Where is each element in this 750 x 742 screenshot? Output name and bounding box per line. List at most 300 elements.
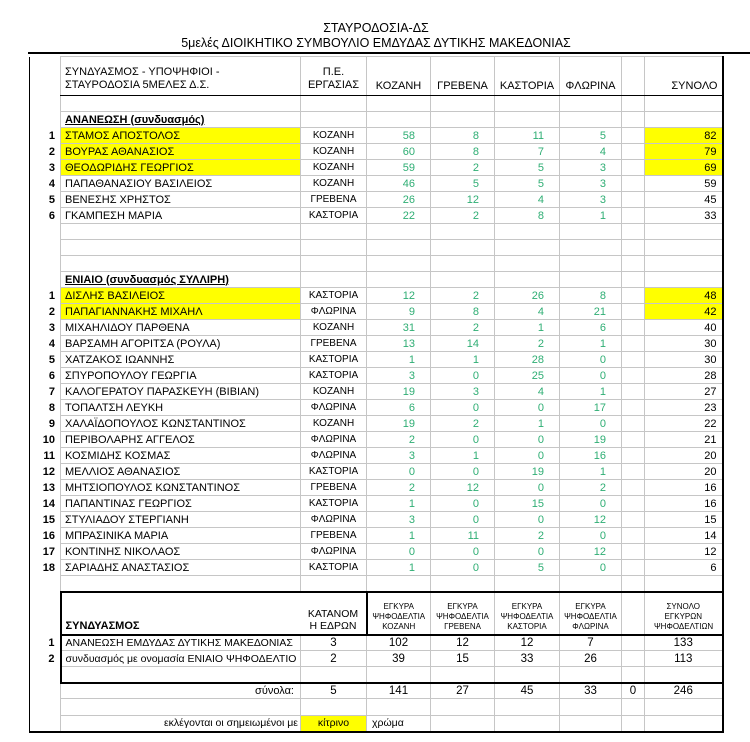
valid-florina-value: 26 — [560, 651, 622, 667]
summary-row — [30, 651, 723, 667]
vote-cell: 1 — [495, 320, 560, 336]
vote-cell: 0 — [560, 496, 622, 512]
vote-cell: 0 — [495, 400, 560, 416]
empty-cell — [495, 96, 560, 112]
empty-cell — [622, 144, 645, 160]
candidate-name: ΓΚΑΜΠΕΣΗ ΜΑΡΙΑ — [61, 208, 301, 224]
candidate-region: ΓΡΕΒΕΝΑ — [301, 528, 367, 544]
candidate-name: ΚΟΝΤΙΝΗΣ ΝΙΚΟΛΑΟΣ — [61, 544, 301, 560]
candidate-name: ΒΟΥΡΑΣ ΑΘΑΝΑΣΙΟΣ — [61, 144, 301, 160]
empty-cell — [61, 699, 301, 716]
summary-row-number: 2 — [30, 651, 61, 667]
empty-cell — [367, 96, 431, 112]
vote-cell: 17 — [560, 400, 622, 416]
vote-cell: 7 — [495, 144, 560, 160]
empty-cell — [622, 160, 645, 176]
empty-cell — [622, 699, 645, 716]
totals-label: σύνολα: — [61, 683, 301, 699]
row-number-cell — [30, 112, 61, 128]
candidate-row — [30, 496, 723, 512]
candidate-name: ΠΑΠΑΝΤΙΝΑΣ ΓΕΩΡΓΙΟΣ — [61, 496, 301, 512]
vote-cell: 2 — [560, 480, 622, 496]
vote-cell: 11 — [495, 128, 560, 144]
candidate-name: ΠΑΠΑΘΑΝΑΣΙΟΥ ΒΑΣΙΛΕΙΟΣ — [61, 176, 301, 192]
total-seats-value: 5 — [301, 683, 367, 699]
row-number-cell — [30, 240, 61, 256]
vote-cell: 19 — [367, 416, 431, 432]
empty-cell — [367, 272, 431, 288]
candidate-number: 6 — [30, 368, 61, 384]
vote-cell: 0 — [431, 496, 495, 512]
vote-cell: 2 — [495, 336, 560, 352]
candidate-name: ΣΤΑΜΟΣ ΑΠΟΣΤΟΛΟΣ — [61, 128, 301, 144]
valid-kastoria-header: ΕΓΚΥΡΑ ΨΗΦΟΔΕΛΤΙΑ ΚΑΣΤΟΡΙΑ — [495, 592, 560, 635]
section-title: ΑΝΑΝΕΩΣΗ (συνδυασμός) — [61, 112, 301, 128]
total-cell: 82 — [645, 128, 723, 144]
empty-cell — [645, 272, 723, 288]
candidate-row — [30, 336, 723, 352]
vote-cell: 0 — [367, 464, 431, 480]
vote-cell: 19 — [560, 432, 622, 448]
results-table — [29, 56, 724, 733]
summary-seats-header: ΚΑΤΑΝΟΜΗ ΕΔΡΩΝ — [301, 592, 367, 635]
empty-cell — [61, 667, 301, 683]
total-cell: 30 — [645, 336, 723, 352]
candidate-number: 7 — [30, 384, 61, 400]
candidates-column-header: ΣΥΝΔΥΑΣΜΟΣ - ΥΠΟΨΗΦΙΟΙ - ΣΤΑΥΡΟΔΟΣΙΑ 5ΜΕΛΕΣ Δ.Σ. — [61, 57, 301, 96]
row-number-cell — [30, 683, 61, 699]
row-number-cell — [30, 576, 61, 592]
legend-row — [30, 716, 723, 732]
legend-text: εκλέγονται οι σημειωμένοι με — [61, 716, 301, 732]
candidate-row — [30, 560, 723, 576]
total-cell: 42 — [645, 304, 723, 320]
empty-cell — [301, 272, 367, 288]
row-number-cell — [30, 96, 61, 112]
vote-cell: 0 — [495, 448, 560, 464]
candidate-number: 10 — [30, 432, 61, 448]
vote-cell: 3 — [367, 368, 431, 384]
candidate-number: 1 — [30, 288, 61, 304]
empty-cell — [560, 224, 622, 240]
candidate-row — [30, 304, 723, 320]
vote-cell: 6 — [560, 320, 622, 336]
valid-kastoria-value: 33 — [495, 651, 560, 667]
vote-cell: 60 — [367, 144, 431, 160]
empty-cell — [622, 57, 645, 96]
vote-cell: 22 — [367, 208, 431, 224]
candidate-region: ΦΛΩΡΙΝΑ — [301, 448, 367, 464]
summary-list-label: ΑΝΑΝΕΩΣΗ ΕΜΔΥΔΑΣ ΔΥΤΙΚΗΣ ΜΑΚΕΔΟΝΙΑΣ — [61, 635, 301, 651]
empty-cell — [495, 112, 560, 128]
vote-cell: 3 — [431, 384, 495, 400]
vote-cell: 2 — [495, 528, 560, 544]
candidate-number: 8 — [30, 400, 61, 416]
valid-total-value: 113 — [645, 651, 723, 667]
vote-cell: 3 — [560, 160, 622, 176]
empty-cell — [622, 716, 645, 732]
empty-cell — [495, 224, 560, 240]
empty-cell — [431, 716, 495, 732]
candidate-name: ΔΙΣΛΗΣ ΒΑΣΙΛΕΙΟΣ — [61, 288, 301, 304]
page-title: ΣΤΑΥΡΟΔΟΣΙΑ-ΔΣ — [323, 21, 429, 35]
candidate-row — [30, 368, 723, 384]
vote-cell: 5 — [495, 560, 560, 576]
vote-cell: 12 — [560, 544, 622, 560]
total-grevena-value: 27 — [431, 683, 495, 699]
empty-cell — [645, 112, 723, 128]
total-cell: 30 — [645, 352, 723, 368]
row-number-cell — [30, 592, 61, 635]
vote-cell: 0 — [560, 352, 622, 368]
candidate-region: ΓΡΕΒΕΝΑ — [301, 480, 367, 496]
empty-cell — [367, 112, 431, 128]
vote-cell: 0 — [431, 400, 495, 416]
candidate-region: ΚΑΣΤΟΡΙΑ — [301, 560, 367, 576]
vote-cell: 31 — [367, 320, 431, 336]
section-header-row — [30, 112, 723, 128]
candidate-number: 5 — [30, 192, 61, 208]
page-subtitle: 5μελές ΔΙΟΙΚΗΤΙΚΟ ΣΥΜΒΟΥΛΙΟ ΕΜΔΥΔΑΣ ΔΥΤΙΚΗΣ ΜΑΚΕΔΟΝΙΑΣ — [181, 36, 571, 50]
empty-cell — [431, 224, 495, 240]
legend-yellow-swatch: κίτρινο — [301, 716, 367, 732]
total-cell: 40 — [645, 320, 723, 336]
empty-cell — [301, 240, 367, 256]
empty-cell — [431, 667, 495, 683]
vote-cell: 2 — [431, 288, 495, 304]
row-number-cell — [30, 699, 61, 716]
vote-cell: 2 — [431, 416, 495, 432]
florina-column-header: ΦΛΩΡΙΝΑ — [560, 57, 622, 96]
empty-cell — [431, 96, 495, 112]
vote-cell: 26 — [367, 192, 431, 208]
total-cell: 69 — [645, 160, 723, 176]
total-cell: 16 — [645, 496, 723, 512]
grand-total-value: 246 — [645, 683, 723, 699]
vote-cell: 21 — [560, 304, 622, 320]
vote-cell: 4 — [495, 384, 560, 400]
candidate-region: ΚΟΖΑΝΗ — [301, 128, 367, 144]
vote-cell: 8 — [431, 128, 495, 144]
empty-cell — [61, 224, 301, 240]
candidate-region: ΚΟΖΑΝΗ — [301, 416, 367, 432]
empty-cell — [301, 224, 367, 240]
candidate-row — [30, 128, 723, 144]
empty-cell — [622, 635, 645, 651]
vote-cell: 0 — [495, 512, 560, 528]
empty-cell — [622, 352, 645, 368]
vote-cell: 12 — [367, 288, 431, 304]
empty-cell — [645, 256, 723, 272]
total-cell: 79 — [645, 144, 723, 160]
vote-cell: 12 — [431, 480, 495, 496]
empty-cell — [367, 256, 431, 272]
vote-cell: 0 — [560, 528, 622, 544]
empty-cell — [622, 464, 645, 480]
vote-cell: 12 — [431, 192, 495, 208]
table-header-row — [30, 57, 723, 96]
empty-cell — [560, 699, 622, 716]
candidate-number: 16 — [30, 528, 61, 544]
total-cell: 45 — [645, 192, 723, 208]
vote-cell: 16 — [560, 448, 622, 464]
total-cell: 48 — [645, 288, 723, 304]
empty-cell — [622, 528, 645, 544]
spacer-row — [30, 96, 723, 112]
candidate-number: 2 — [30, 304, 61, 320]
candidate-row — [30, 448, 723, 464]
empty-cell — [431, 272, 495, 288]
vote-cell: 3 — [560, 192, 622, 208]
total-cell: 22 — [645, 416, 723, 432]
candidate-name: ΠΕΡΙΒΟΛΑΡΗΣ ΑΓΓΕΛΟΣ — [61, 432, 301, 448]
vote-cell: 1 — [431, 352, 495, 368]
empty-cell — [495, 716, 560, 732]
candidate-row — [30, 432, 723, 448]
vote-cell: 8 — [431, 304, 495, 320]
candidate-number: 18 — [30, 560, 61, 576]
empty-cell — [301, 96, 367, 112]
empty-cell — [622, 176, 645, 192]
vote-cell: 2 — [367, 432, 431, 448]
vote-cell: 0 — [560, 416, 622, 432]
kastoria-column-header: ΚΑΣΤΟΡΙΑ — [495, 57, 560, 96]
vote-cell: 1 — [560, 464, 622, 480]
row-number-cell — [30, 716, 61, 732]
vote-cell: 1 — [560, 208, 622, 224]
candidate-number: 3 — [30, 160, 61, 176]
vote-cell: 2 — [431, 160, 495, 176]
empty-cell — [61, 240, 301, 256]
empty-cell — [61, 96, 301, 112]
total-florina-value: 33 — [560, 683, 622, 699]
candidate-name: ΧΑΛΑΪΔΟΠΟΥΛΟΣ ΚΩΝΣΤΑΝΤΙΝΟΣ — [61, 416, 301, 432]
empty-cell — [645, 576, 723, 592]
total-cell: 12 — [645, 544, 723, 560]
candidate-name: ΣΤΥΛΙΑΔΟΥ ΣΤΕΡΓΙΑΝΗ — [61, 512, 301, 528]
summary-header-row — [30, 592, 723, 635]
total-cell: 20 — [645, 448, 723, 464]
empty-cell — [495, 240, 560, 256]
empty-cell — [560, 240, 622, 256]
vote-cell: 12 — [560, 512, 622, 528]
candidate-number: 5 — [30, 352, 61, 368]
spacer-row — [30, 576, 723, 592]
vote-cell: 3 — [367, 512, 431, 528]
empty-cell — [431, 240, 495, 256]
empty-cell — [622, 368, 645, 384]
candidate-name: ΘΕΟΔΩΡΙΔΗΣ ΓΕΩΡΓΙΟΣ — [61, 160, 301, 176]
vote-cell: 0 — [431, 368, 495, 384]
candidate-number: 12 — [30, 464, 61, 480]
candidate-region: ΦΛΩΡΙΝΑ — [301, 400, 367, 416]
vote-cell: 2 — [431, 208, 495, 224]
candidate-number: 4 — [30, 176, 61, 192]
total-cell: 14 — [645, 528, 723, 544]
vote-cell: 11 — [431, 528, 495, 544]
vote-cell: 3 — [367, 448, 431, 464]
section-header-row — [30, 272, 723, 288]
empty-cell — [431, 699, 495, 716]
vote-cell: 8 — [495, 208, 560, 224]
candidate-region: ΓΡΕΒΕΝΑ — [301, 336, 367, 352]
candidate-region: ΚΟΖΑΝΗ — [301, 384, 367, 400]
empty-cell — [367, 224, 431, 240]
title-underline-rule — [28, 52, 750, 54]
total-column-header: ΣΥΝΟΛΟ — [645, 57, 723, 96]
candidate-row — [30, 528, 723, 544]
valid-total-header: ΣΥΝΟΛΟ ΕΓΚΥΡΩΝ ΨΗΦΟΔΕΛΤΙΩΝ — [645, 592, 723, 635]
summary-seats-value: 3 — [301, 635, 367, 651]
candidate-row — [30, 384, 723, 400]
vote-cell: 58 — [367, 128, 431, 144]
empty-cell — [560, 716, 622, 732]
vote-cell: 1 — [367, 528, 431, 544]
spacer-row — [30, 256, 723, 272]
valid-grevena-header: ΕΓΚΥΡΑ ΨΗΦΟΔΕΛΤΙΑ ΓΡΕΒΕΝΑ — [431, 592, 495, 635]
empty-cell — [367, 240, 431, 256]
row-number-cell — [30, 224, 61, 240]
empty-cell — [622, 96, 645, 112]
candidate-region: ΚΟΖΑΝΗ — [301, 160, 367, 176]
empty-cell — [61, 576, 301, 592]
valid-total-value: 133 — [645, 635, 723, 651]
candidate-row — [30, 192, 723, 208]
spacer-row — [30, 699, 723, 716]
empty-cell — [431, 256, 495, 272]
row-number-cell — [30, 256, 61, 272]
candidate-name: ΣΑΡΙΑΔΗΣ ΑΝΑΣΤΑΣΙΟΣ — [61, 560, 301, 576]
total-cell: 20 — [645, 464, 723, 480]
empty-cell — [622, 667, 645, 683]
vote-cell: 1 — [560, 384, 622, 400]
empty-cell — [301, 256, 367, 272]
candidate-region: ΚΑΣΤΟΡΙΑ — [301, 352, 367, 368]
candidate-row — [30, 400, 723, 416]
empty-cell — [431, 576, 495, 592]
valid-kastoria-value: 12 — [495, 635, 560, 651]
valid-grevena-value: 15 — [431, 651, 495, 667]
vote-cell: 8 — [560, 288, 622, 304]
vote-cell: 59 — [367, 160, 431, 176]
vote-cell: 28 — [495, 352, 560, 368]
empty-cell — [301, 576, 367, 592]
candidate-number: 15 — [30, 512, 61, 528]
candidate-row — [30, 480, 723, 496]
vote-cell: 1 — [560, 336, 622, 352]
vote-cell: 0 — [495, 432, 560, 448]
candidate-number: 14 — [30, 496, 61, 512]
row-number-cell — [30, 57, 61, 96]
empty-cell — [622, 336, 645, 352]
vote-cell: 0 — [431, 432, 495, 448]
candidate-region: ΚΑΣΤΟΡΙΑ — [301, 288, 367, 304]
vote-cell: 2 — [367, 480, 431, 496]
summary-empty-row — [30, 667, 723, 683]
empty-cell — [367, 667, 431, 683]
empty-cell — [495, 272, 560, 288]
candidate-row — [30, 208, 723, 224]
candidate-name: ΜΠΡΑΣΙΝΙΚΑ ΜΑΡΙΑ — [61, 528, 301, 544]
vote-cell: 46 — [367, 176, 431, 192]
candidate-region: ΦΛΩΡΙΝΑ — [301, 432, 367, 448]
vote-cell: 0 — [367, 544, 431, 560]
empty-cell — [622, 240, 645, 256]
empty-cell — [622, 560, 645, 576]
candidate-number: 6 — [30, 208, 61, 224]
empty-cell — [622, 288, 645, 304]
vote-cell: 9 — [367, 304, 431, 320]
empty-cell — [622, 192, 645, 208]
summary-list-label: συνδυασμός με ονομασία ΕΝΙΑΙΟ ΨΗΦΟΔΕΛΤΙΟ — [61, 651, 301, 667]
candidate-name: ΤΟΠΑΛΤΣΗ ΛΕΥΚΗ — [61, 400, 301, 416]
candidate-row — [30, 160, 723, 176]
candidate-name: ΧΑΤΖΑΚΟΣ ΙΩΑΝΝΗΣ — [61, 352, 301, 368]
grand-totals-row — [30, 683, 723, 699]
vote-cell: 15 — [495, 496, 560, 512]
vote-cell: 3 — [560, 176, 622, 192]
empty-cell — [622, 208, 645, 224]
candidate-name: ΒΑΡΣΑΜΗ ΑΓΟΡΙΤΣΑ (ΡΟΥΛΑ) — [61, 336, 301, 352]
vote-cell: 0 — [431, 544, 495, 560]
summary-syndyasmos-header: ΣΥΝΔΥΑΣΜΟΣ — [61, 592, 301, 635]
empty-cell — [622, 416, 645, 432]
empty-cell — [622, 400, 645, 416]
total-cell: 6 — [645, 560, 723, 576]
vote-cell: 1 — [367, 352, 431, 368]
total-kozani-value: 141 — [367, 683, 431, 699]
vote-cell: 5 — [495, 160, 560, 176]
empty-cell — [622, 576, 645, 592]
empty-cell — [622, 320, 645, 336]
summary-row — [30, 635, 723, 651]
candidate-number: 13 — [30, 480, 61, 496]
total-kastoria-value: 45 — [495, 683, 560, 699]
vote-cell: 6 — [367, 400, 431, 416]
total-cell: 15 — [645, 512, 723, 528]
vote-cell: 5 — [560, 128, 622, 144]
candidate-number: 1 — [30, 128, 61, 144]
empty-cell — [367, 576, 431, 592]
empty-cell — [560, 576, 622, 592]
candidate-name: ΣΠΥΡΟΠΟΥΛΟΥ ΓΕΩΡΓΙΑ — [61, 368, 301, 384]
vote-cell: 1 — [367, 560, 431, 576]
candidate-name: ΜΕΛΛΙΟΣ ΑΘΑΝΑΣΙΟΣ — [61, 464, 301, 480]
vote-cell: 0 — [560, 560, 622, 576]
candidate-region: ΚΟΖΑΝΗ — [301, 320, 367, 336]
vote-cell: 0 — [560, 368, 622, 384]
empty-cell — [622, 224, 645, 240]
empty-cell — [301, 667, 367, 683]
empty-cell — [560, 112, 622, 128]
empty-cell — [495, 667, 560, 683]
candidate-row — [30, 416, 723, 432]
candidate-row — [30, 320, 723, 336]
vote-cell: 0 — [431, 512, 495, 528]
candidate-row — [30, 544, 723, 560]
empty-cell — [622, 480, 645, 496]
empty-cell — [645, 224, 723, 240]
valid-florina-header: ΕΓΚΥΡΑ ΨΗΦΟΔΕΛΤΙΑ ΦΛΩΡΙΝΑ — [560, 592, 622, 635]
empty-cell — [61, 256, 301, 272]
candidate-number: 4 — [30, 336, 61, 352]
candidate-number: 3 — [30, 320, 61, 336]
empty-cell — [622, 651, 645, 667]
empty-cell — [622, 448, 645, 464]
empty-cell — [560, 272, 622, 288]
vote-cell: 5 — [431, 176, 495, 192]
section-title: ΕΝΙΑΙΟ (συνδυασμός ΣΥΛΛΙΡΗ) — [61, 272, 301, 288]
